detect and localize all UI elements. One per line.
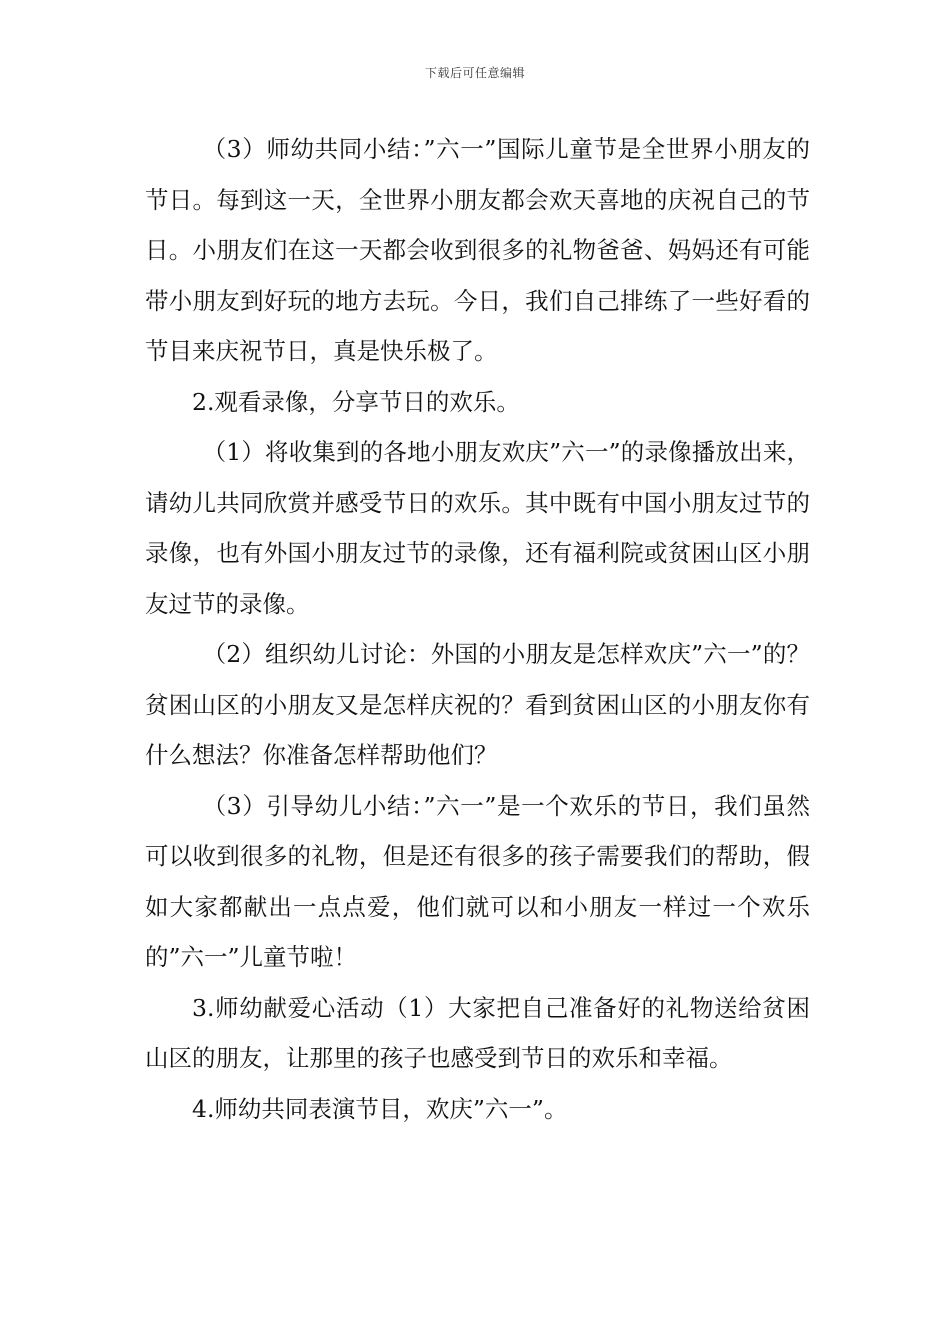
paragraph-step-4: 4.师幼共同表演节目，欢庆”六一”。 <box>192 1094 568 1123</box>
paragraph-step-2-2: （2）组织幼儿讨论：外国的小朋友是怎样欢庆”六一”的？贫困山区的小朋友又是怎样庆祝的？看到贫困山区的小朋友你有什么想法？你准备怎样帮助他们？ <box>145 640 810 769</box>
paragraph-step-2-3: （3）引导幼儿小结：”六一”是一个欢乐的节日，我们虽然可以收到很多的礼物，但是还有很多的孩子需要我们的帮助，假如大家都献出一点点爱，他们就可以和小朋友一样过一个欢乐的”六一”儿童节啦！ <box>145 791 810 971</box>
paragraph-step-3: 3.师幼献爱心活动（1）大家把自己准备好的礼物送给贫困山区的朋友，让那里的孩子也感受到节日的欢乐和幸福。 <box>145 993 810 1072</box>
document-body <box>145 124 810 1134</box>
page-header: 下载后可任意编辑 <box>424 66 525 80</box>
paragraph-step-2-1: （1）将收集到的各地小朋友欢庆”六一”的录像播放出来，请幼儿共同欣赏并感受节日的欢乐。其中既有中国小朋友过节的录像，也有外国小朋友过节的录像，还有福利院或贫困山区小朋友过节的录像。 <box>145 438 810 618</box>
paragraph-step-2: 2.观看录像，分享节日的欢乐。 <box>192 387 520 416</box>
paragraph-summary: （3）师幼共同小结：”六一”国际儿童节是全世界小朋友的节日。每到这一天，全世界小朋友都会欢天喜地的庆祝自己的节日。小朋友们在这一天都会收到很多的礼物爸爸、妈妈还有可能带小朋友到好玩的地方去玩。今日，我们自己排练了一些好看的节目来庆祝节日，真是快乐极了。 <box>145 135 810 365</box>
